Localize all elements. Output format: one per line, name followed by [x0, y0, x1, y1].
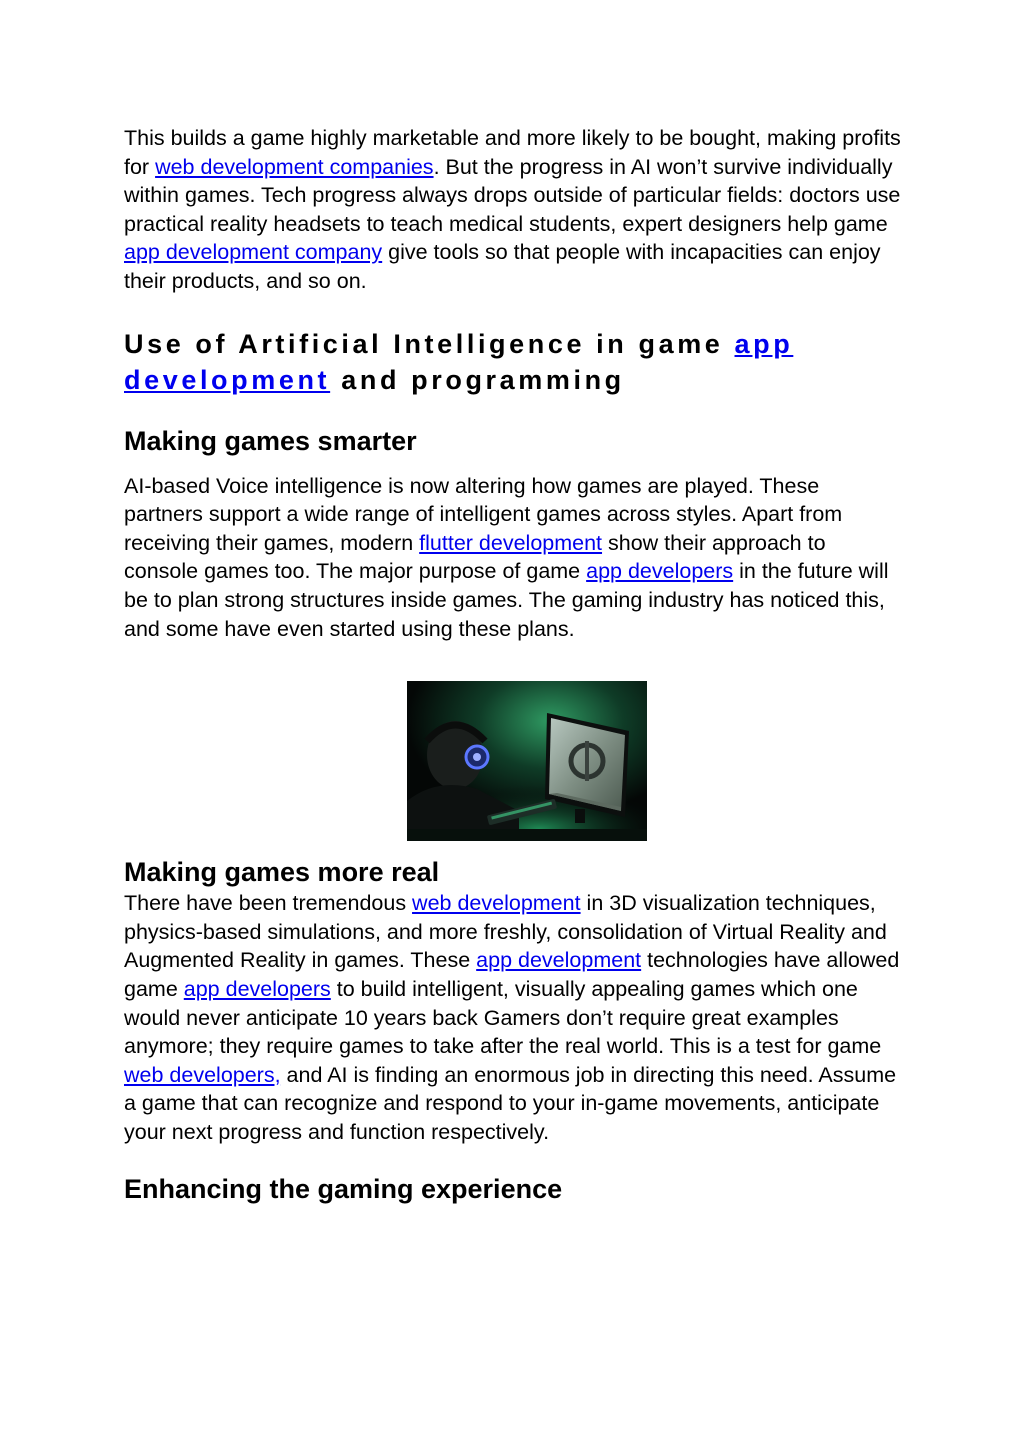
smarter-paragraph: [124, 472, 904, 644]
heading-text: Use of Artificial Intelligence in game: [124, 328, 735, 359]
text-run: . But the progress in AI won’t survive individually within games. Tech progress always drops outside of particular fields: doctors use practical reality headsets to teach medical students, expert designers help game: [124, 154, 901, 236]
subheading-making-games-smarter: Making games smarter: [124, 425, 417, 456]
intro-paragraph: [124, 124, 904, 296]
link-web-developers[interactable]: web developers,: [124, 1062, 281, 1087]
text-run: to build intelligent, visually appealing games which one would never anticipate 10 years back Gamers don’t require great examples anymore; they require games to take after the real world. This is a test for game: [124, 976, 882, 1059]
text-run: and AI is finding an enormous job in directing this need. Assume a game that can recognize and respond to your in-game movements, anticipate your next progress and function respectively.: [124, 1062, 897, 1144]
link-web-development[interactable]: web development: [412, 891, 581, 916]
link-app-development-company[interactable]: app development company: [124, 240, 383, 265]
text-run: show their approach to console games too. The major purpose of game: [124, 530, 826, 584]
subheading-making-games-more-real: Making games more real: [124, 857, 440, 888]
link-app-development[interactable]: app development: [476, 948, 642, 973]
subheading-enhancing-gaming-experience: Enhancing the gaming experience: [124, 1174, 563, 1205]
document-page: [124, 124, 904, 1206]
text-run: in 3D visualization techniques, physics-based simulations, and more freshly, consolidation of Virtual Reality and Augmented Reality in games. These: [124, 891, 887, 973]
game-scope-crosshair: [585, 741, 589, 781]
desk-edge: [407, 829, 647, 841]
text-run: There have been tremendous: [124, 891, 413, 916]
section-heading-ai-in-game-dev: [124, 326, 904, 398]
gamer-illustration: [407, 681, 647, 841]
headset-light: [473, 753, 481, 761]
link-web-development-companies[interactable]: web development companies: [155, 154, 434, 179]
link-app-development-heading[interactable]: app development: [124, 328, 794, 395]
text-run: This builds a game highly marketable and more likely to be bought, making profits for: [124, 126, 901, 179]
figure: [149, 681, 904, 841]
text-run: AI-based Voice intelligence is now altering how games are played. These partners support a wide range of intelligent games across styles. Apart from receiving their games, modern: [124, 473, 843, 555]
link-app-developers-2[interactable]: app developers: [183, 976, 331, 1001]
text-run: give tools so that people with incapacities can enjoy their products, and so on.: [124, 240, 881, 293]
text-run: in the future will be to plan strong structures inside games. The gaming industry has noticed this, and some have even started using these plans.: [124, 559, 889, 641]
heading-text: and programming: [330, 364, 625, 395]
monitor-stand: [575, 809, 585, 823]
text-run: technologies have allowed game: [124, 948, 900, 1001]
link-flutter-development[interactable]: flutter development: [419, 530, 603, 555]
real-paragraph: [124, 889, 904, 1146]
link-app-developers[interactable]: app developers: [586, 559, 734, 584]
gamer-photo: [407, 681, 647, 841]
